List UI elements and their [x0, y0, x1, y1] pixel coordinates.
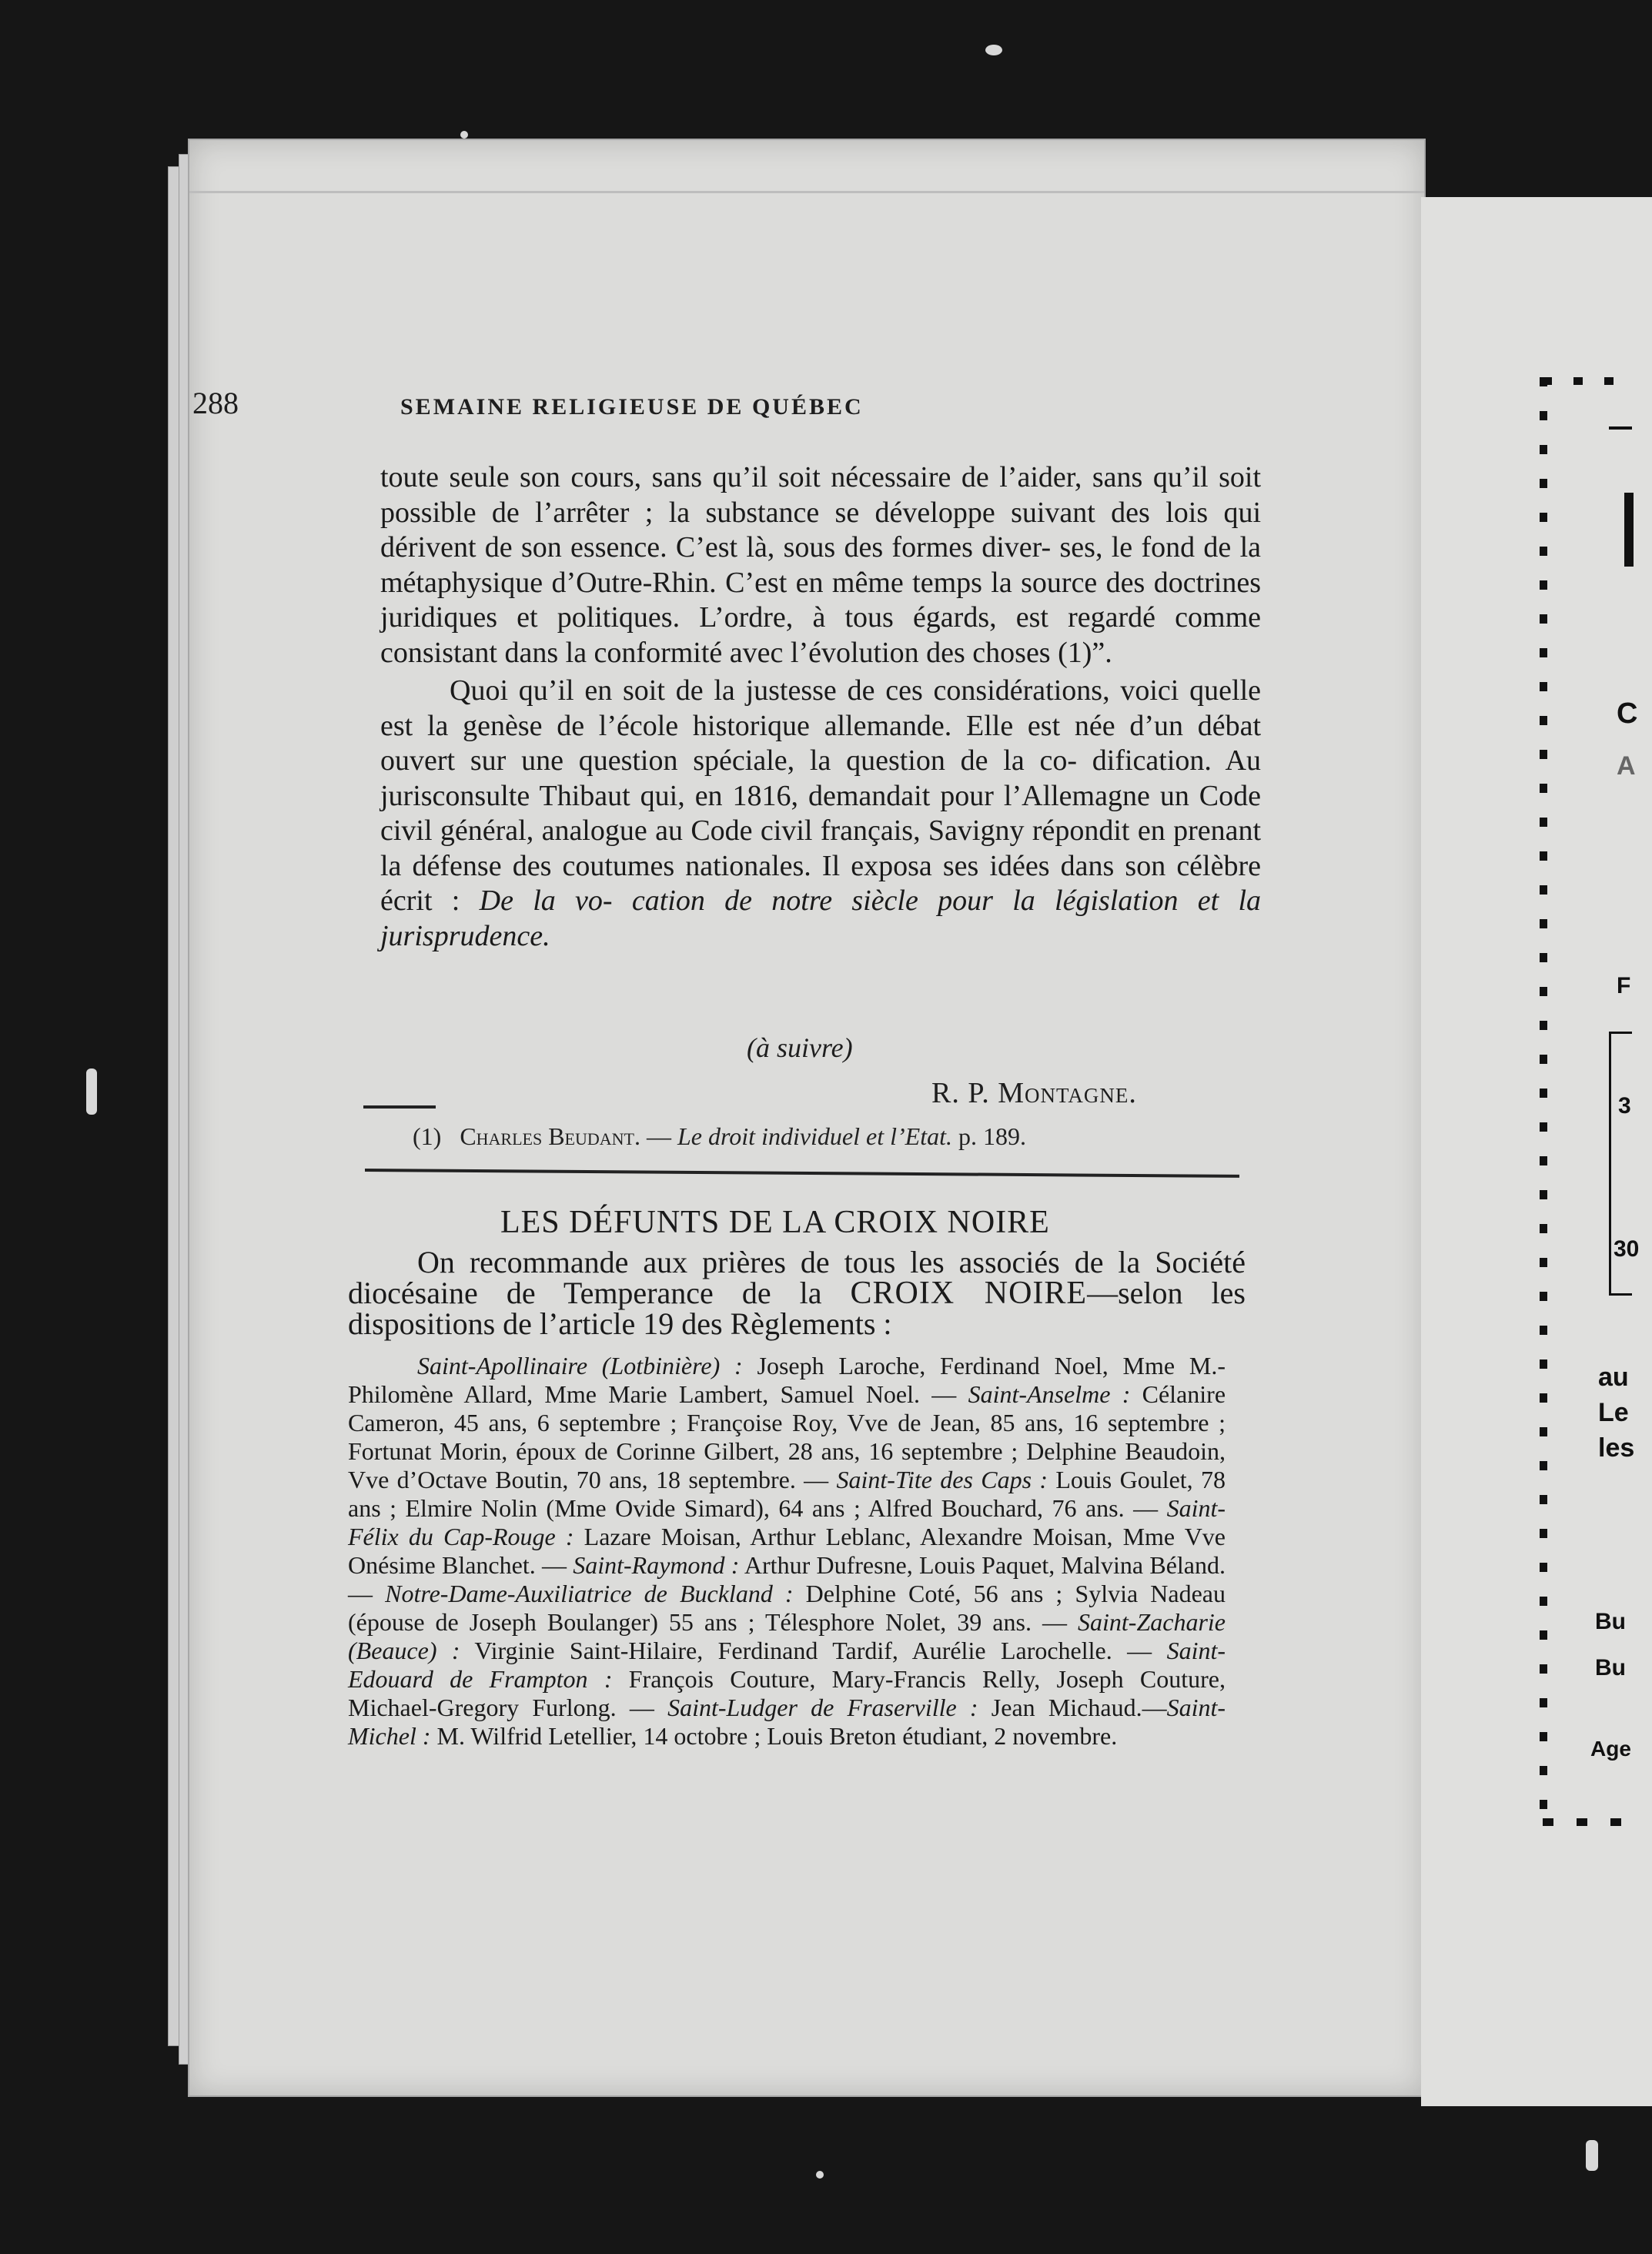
decorative-border: [1543, 377, 1635, 385]
parish-name: Saint-Michel :: [348, 1694, 1226, 1750]
facing-page-fragment: au: [1598, 1363, 1629, 1392]
line: d’un débat ouvert sur une question spéciale, la question de la co-: [380, 709, 1262, 777]
deceased-names: Virginie Saint-Hilaire, Ferdinand Tardif, Aurélie Larochelle. —: [460, 1637, 1167, 1664]
line: lois qui dérivent de son essence. C’est là, sous des formes diver-: [380, 496, 1262, 564]
footnote-number: (1): [413, 1122, 442, 1150]
heading-block: [1624, 493, 1634, 567]
deceased-names: Lazare Moisan, Arthur Leblanc, Alexandre Moisan, Mme Vve Onésime Blanchet. —: [348, 1523, 1226, 1579]
table-rule: [1610, 1032, 1632, 1034]
paragraph: [380, 460, 1261, 671]
facing-page-fragment: Bu: [1595, 1609, 1626, 1634]
page-fold-line: [189, 191, 1424, 193]
deceased-names: Célanire Cameron, 45 ans, 6 septembre ; Françoise Roy, Vve de Jean, 85 ans, 16 septembre ; Fortunat Morin, époux de Corinne Gilbert, 28 ans, 16 septembre ; Delphine Beaudoin, Vve d’Octave Boutin, 70 ans, 18 septembre. —: [348, 1380, 1226, 1493]
parish-name: Notre-Dame-Auxiliatrice de Buckland :: [385, 1580, 794, 1607]
line: à tous égards, est regardé comme consistant dans la conformité: [380, 601, 1262, 669]
facing-page-fragment: Age: [1590, 1737, 1631, 1761]
intro-text: —selon les dispositions de l’article 19 des Règlements :: [348, 1276, 1246, 1341]
scan-speck: [460, 131, 468, 139]
running-head: [192, 385, 1062, 431]
footnote-author: Charles Beudant.: [460, 1122, 640, 1150]
facing-page-fragment: F: [1617, 973, 1631, 998]
parish-name: Saint-Apollinaire (Lotbinière) :: [417, 1352, 743, 1379]
deceased-names: Delphine Coté, 56 ans ; Sylvia Nadeau (épouse de Joseph Boulanger) 55 ans ; Télesphore Nolet, 39 ans. —: [348, 1580, 1226, 1636]
line: quelle est la genèse de l’école historique allemande. Elle est née: [380, 674, 1261, 742]
to-be-continued: (à suivre): [747, 1032, 853, 1063]
journal-title: SEMAINE RELIGIEUSE DE QUÉBEC: [400, 394, 864, 420]
scan-speck: [1586, 2140, 1598, 2171]
italic-text: De la vo-: [479, 885, 613, 917]
facing-page-fragment: A: [1617, 751, 1636, 781]
deceased-names: Joseph Laroche, Ferdinand Noel, Mme M.-Philomène Allard, Mme Marie Lambert, Samuel Noel. —: [348, 1352, 1226, 1408]
section-intro: [348, 1247, 1246, 1339]
line: français, Savigny répondit en prenant la défense des coutumes: [380, 814, 1262, 882]
deceased-names: Arthur Dufresne, Louis Paquet, Malvina Béland. —: [348, 1551, 1226, 1607]
parish-name: Saint-Edouard de Frampton :: [348, 1637, 1226, 1693]
facing-page-fragment: Bu: [1595, 1655, 1626, 1680]
decorative-border: [1543, 1818, 1635, 1826]
footnote-page: p. 189.: [951, 1122, 1026, 1150]
deceased-names: François Couture, Mary-Francis Relly, Joseph Couture, Michael-Gregory Furlong. —: [348, 1665, 1226, 1721]
line: Quoi qu’il en soit de la justesse de ces considérations, voici: [450, 674, 1179, 707]
paragraph: [380, 674, 1261, 954]
table-rule: [1609, 1293, 1632, 1296]
facing-page-fragment: les: [1598, 1433, 1635, 1463]
footnote-dash: —: [640, 1122, 677, 1150]
intro-text: On recommande aux prières de tous les associés de la Société diocésaine de Temperance de la: [348, 1245, 1246, 1310]
line: ses, le fond de la métaphysique d’Outre-Rhin. C’est en même: [380, 531, 1262, 599]
scan-speck: [985, 45, 1002, 55]
facing-page-fragment: 30: [1614, 1236, 1640, 1262]
italic-text: cation de notre siècle pour la législation et la jurisprudence.: [380, 885, 1262, 952]
author-signature: R. P. Montagne.: [931, 1077, 1137, 1109]
parish-name: Saint-Anselme :: [968, 1380, 1131, 1408]
scan-speck: [816, 2171, 824, 2179]
parish-name: Saint-Ludger de Fraserville :: [667, 1694, 978, 1721]
line: soit possible de l’arrêter ; la substance se développe suivant des: [380, 461, 1261, 529]
deceased-names: M. Wilfrid Letellier, 14 octobre ; Louis Breton étudiant, 2 novembre.: [430, 1722, 1118, 1750]
parish-name: Saint-Zacharie (Beauce) :: [348, 1608, 1226, 1664]
line: avec l’évolution des choses (1)”.: [729, 636, 1112, 669]
line: pour l’Allemagne un Code civil général, analogue au Code civil: [380, 779, 1262, 847]
line: dification. Au jurisconsulte Thibaut qui, en 1816, demandait: [380, 744, 1262, 812]
footnote: [413, 1122, 1026, 1151]
rule-line: [1609, 426, 1632, 430]
document-page: [188, 139, 1426, 2097]
footnote-title: Le droit individuel et l’Etat.: [677, 1122, 952, 1150]
deceased-names: Jean Michaud.—: [978, 1694, 1167, 1721]
intro-emphasis: CROIX NOIRE: [850, 1276, 1088, 1311]
article-body: [380, 460, 1261, 954]
facing-page-fragment: C: [1617, 697, 1638, 730]
facing-page-fragment: Le: [1598, 1398, 1629, 1427]
line: temps la source des doctrines juridiques et politiques. L’ordre,: [380, 566, 1262, 634]
deceased-names: Louis Goulet, 78 ans ; Elmire Nolin (Mme Ovide Simard), 64 ans ; Alfred Bouchard, 76 ans. —: [348, 1466, 1226, 1522]
line: nationales. Il exposa ses idées dans son célèbre écrit :: [380, 849, 1261, 917]
decorative-border: [1540, 377, 1547, 1832]
section-title: LES DÉFUNTS DE LA CROIX NOIRE: [500, 1205, 1050, 1240]
parish-name: Saint-Raymond :: [573, 1551, 740, 1579]
facing-page-fragment: 3: [1618, 1093, 1631, 1119]
scan-speck: [86, 1068, 97, 1115]
page-number: 288: [192, 386, 239, 420]
parish-name: Saint-Tite des Caps :: [836, 1466, 1048, 1493]
parish-name: Saint-Félix du Cap-Rouge :: [348, 1494, 1226, 1550]
line: toute seule son cours, sans qu’il soit nécessaire de l’aider, sans qu’il: [380, 461, 1209, 493]
footnote-rule: [363, 1105, 436, 1109]
table-rule: [1609, 1032, 1611, 1293]
obituary-list: [348, 1352, 1226, 1751]
